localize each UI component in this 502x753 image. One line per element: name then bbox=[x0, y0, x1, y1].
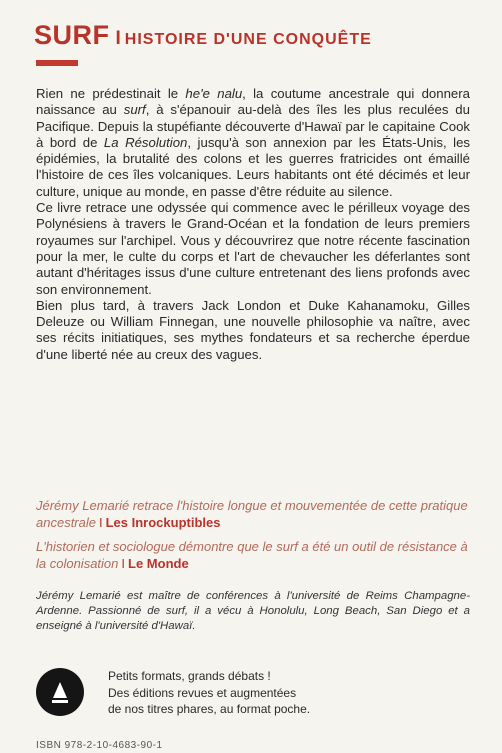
quote-separator: I bbox=[121, 556, 126, 571]
author-bio: Jérémy Lemarié est maître de conférences à l'université de Reims Champagne-Ardenne. Passionné de surf, il a vécu à Honolulu, Long Beach, San Diego et a enseigné à l'université d'Hawaï. bbox=[36, 590, 470, 632]
press-quote-1 bbox=[36, 497, 470, 531]
collection-line-2: Des éditions revues et augmentées bbox=[108, 685, 297, 700]
a-logo-icon bbox=[36, 668, 84, 716]
quote-text: Jérémy Lemarié retrace l'histoire longue et mouvementée de cette pratique ancestrale bbox=[36, 498, 468, 530]
title-separator: I bbox=[115, 28, 121, 49]
text-run: , la coutume ancestrale qui donnera naissance au bbox=[36, 86, 470, 118]
quote-separator: I bbox=[98, 515, 103, 530]
term-italic: surf bbox=[123, 102, 146, 118]
text-run: Rien ne prédestinait le bbox=[36, 86, 186, 101]
ship-name-italic: La Résolution bbox=[103, 134, 188, 150]
quote-text: L'historien et sociologue démontre que le surf a été un outil de résistance à la colonisation bbox=[36, 539, 468, 571]
quote-source: Les Inrockuptibles bbox=[105, 515, 221, 530]
paragraph-2: Ce livre retrace une odyssée qui commence avec le périlleux voyage des Polynésiens à travers le Grand-Océan et la fondation de leurs premiers royaumes sur l'archipel. Vous y découvrirez que notre récente fascination pour la mer, le culte du corps et l'art de chevaucher les déferlantes sont autant d'héritages issus d'une culture entretenant des liens profonds avec son environnement. bbox=[36, 200, 470, 297]
collection-blurb bbox=[108, 668, 438, 718]
text-run: , jusqu'à son annexion par les États-Unis, les épidémies, la brutalité des colons et les guerres fratricides ont émaillé l'histoire de ces îles volcaniques. Leurs habitants ont été décimés et leur culture, unique au monde, en passe d'être réduite au silence. bbox=[36, 134, 470, 199]
collection-line-1: Petits formats, grands débats ! bbox=[108, 669, 271, 683]
quote-source: Le Monde bbox=[128, 556, 189, 571]
blurb-text bbox=[36, 86, 470, 363]
text-run: , à s'épanouir au-delà des îles les plus reculées du Pacifique. Depuis la stupéfiante découverte d'Hawaï par le capitaine Cook à bord de bbox=[36, 102, 470, 150]
title-subtitle: HISTOIRE D'UNE CONQUÊTE bbox=[124, 31, 372, 48]
book-title bbox=[34, 20, 474, 51]
a-logo-glyph bbox=[36, 668, 84, 716]
paragraph-3: Bien plus tard, à travers Jack London et Duke Kahanamoku, Gilles Deleuze ou William Finnegan, une nouvelle philosophie va naître, avec ses récits initiatiques, ses mythes fondateurs et sa recherche éperdue d'une liberté née au creux des vagues. bbox=[36, 297, 470, 362]
term-italic: he'e nalu bbox=[185, 86, 243, 101]
paragraph-1 bbox=[36, 86, 470, 200]
title-main: SURF bbox=[34, 20, 110, 50]
press-quote-2 bbox=[36, 538, 470, 572]
title-accent-rule bbox=[36, 60, 78, 66]
isbn-number: ISBN 978-2-10-4683-90-1 bbox=[36, 740, 163, 751]
collection-line-3: de nos titres phares, au format poche. bbox=[108, 702, 311, 716]
